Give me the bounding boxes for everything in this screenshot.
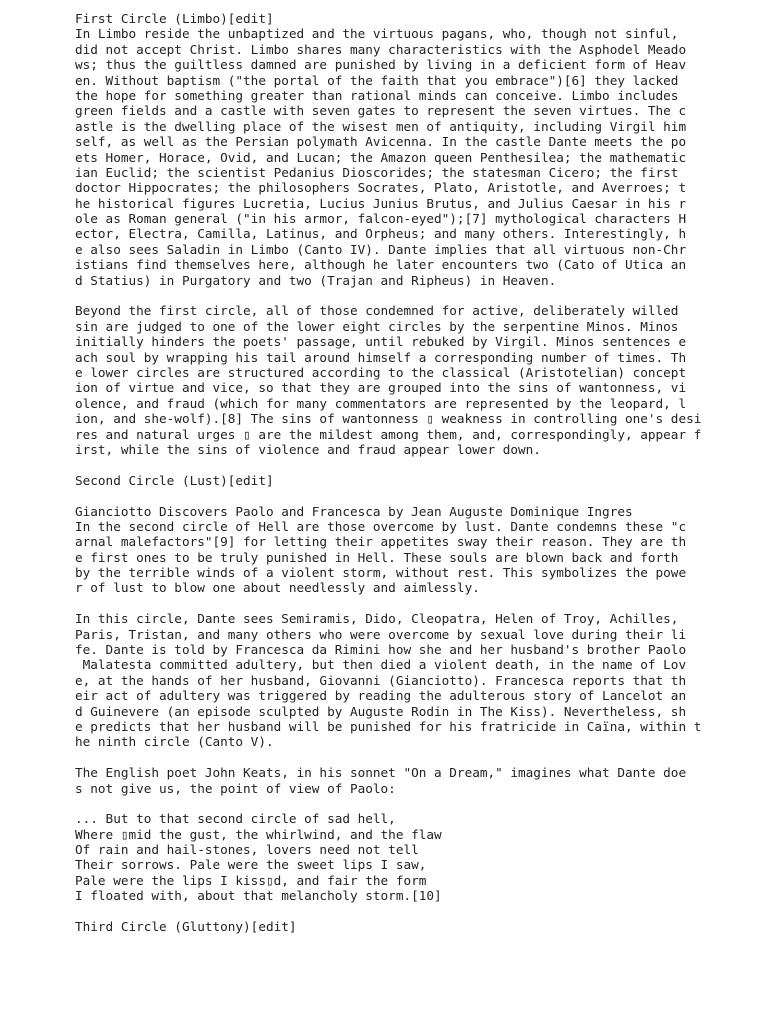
blank-line xyxy=(75,796,695,811)
paragraph-line: ole as Roman general ("in his armor, falcon-eyed");[7] mythological characters H xyxy=(75,211,687,227)
blank-line xyxy=(75,904,695,919)
blank-line xyxy=(75,288,695,303)
paragraph-line: the hope for something greater than rational minds can conceive. Limbo includes xyxy=(75,87,679,103)
poem-quote xyxy=(75,811,695,903)
paragraph-line: The English poet John Keats, in his sonnet "On a Dream," imagines what Dante doe xyxy=(75,765,687,781)
paragraph-line: ets Homer, Horace, Ovid, and Lucan; the Amazon queen Penthesilea; the mathematic xyxy=(75,149,687,165)
poem-quote-line: Pale were the lips I kiss▯d, and fair the form xyxy=(75,872,427,888)
paragraph-line: r of lust to blow one about needlessly and aimlessly. xyxy=(75,580,480,596)
poem-quote-line: Of rain and hail-stones, lovers need not tell xyxy=(75,842,419,858)
paragraph xyxy=(75,504,695,596)
paragraph-line: In this circle, Dante sees Semiramis, Dido, Cleopatra, Helen of Troy, Achilles, xyxy=(75,611,679,627)
paragraph-line: res and natural urges ▯ are the mildest among them, and, correspondingly, appear f xyxy=(75,426,702,442)
paragraph-line: ws; thus the guiltless damned are punished by living in a deficient form of Heav xyxy=(75,57,687,73)
blank-line xyxy=(75,457,695,472)
paragraph-line: Malatesta committed adultery, but then died a violent death, in the name of Lov xyxy=(75,657,687,673)
paragraph-line: ian Euclid; the scientist Pedanius Dioscorides; the statesman Cicero; the first xyxy=(75,164,679,180)
section-heading xyxy=(75,11,695,26)
poem-quote-line: I floated with, about that melancholy storm.[10] xyxy=(75,888,442,904)
paragraph-line: e first ones to be truly punished in Hell. These souls are blown back and forth xyxy=(75,549,679,565)
paragraph-line: s not give us, the point of view of Paolo: xyxy=(75,780,396,796)
paragraph xyxy=(75,303,702,457)
paragraph xyxy=(75,611,702,750)
poem-quote-line: Their sorrows. Pale were the sweet lips I saw, xyxy=(75,857,427,873)
paragraph-line: e, at the hands of her husband, Giovanni (Gianciotto). Francesca reports that th xyxy=(75,672,687,688)
paragraph-line: Gianciotto Discovers Paolo and Francesca by Jean Auguste Dominique Ingres xyxy=(75,503,633,519)
paragraph-line: by the terrible winds of a violent storm, without rest. This symbolizes the powe xyxy=(75,565,687,581)
paragraph-line: he historical figures Lucretia, Lucius Junius Brutus, and Julius Caesar in his r xyxy=(75,195,687,211)
paragraph-line: fe. Dante is told by Francesca da Rimini how she and her husband's brother Paolo xyxy=(75,642,687,658)
blank-line xyxy=(75,596,695,611)
paragraph-line: d Guinevere (an episode sculpted by Auguste Rodin in The Kiss). Nevertheless, sh xyxy=(75,703,687,719)
poem-quote-line: Where ▯mid the gust, the whirlwind, and the flaw xyxy=(75,826,442,842)
paragraph-line: In Limbo reside the unbaptized and the virtuous pagans, who, though not sinful, xyxy=(75,26,679,42)
paragraph-line: Paris, Tristan, and many others who were overcome by sexual love during their li xyxy=(75,626,687,642)
paragraph-line: sin are judged to one of the lower eight circles by the serpentine Minos. Minos xyxy=(75,318,679,334)
section-heading-line: Second Circle (Lust)[edit] xyxy=(75,472,274,488)
paragraph-line: e lower circles are structured according to the classical (Aristotelian) concept xyxy=(75,364,687,380)
paragraph-line: e also sees Saladin in Limbo (Canto IV). Dante implies that all virtuous non-Chr xyxy=(75,241,687,257)
blank-line xyxy=(75,750,695,765)
paragraph-line: he ninth circle (Canto V). xyxy=(75,734,274,750)
paragraph-line: arnal malefactors"[9] for letting their appetites sway their reason. They are th xyxy=(75,534,687,550)
paragraph-line: initially hinders the poets' passage, until rebuked by Virgil. Minos sentences e xyxy=(75,334,687,350)
section-heading-line: Third Circle (Gluttony)[edit] xyxy=(75,919,297,935)
paragraph-line: ach soul by wrapping his tail around himself a corresponding number of times. Th xyxy=(75,349,687,365)
paragraph-line: en. Without baptism ("the portal of the faith that you embrace")[6] they lacked xyxy=(75,72,679,88)
paragraph-line: eir act of adultery was triggered by reading the adulterous story of Lancelot an xyxy=(75,688,687,704)
paragraph xyxy=(75,26,695,288)
poem-quote-line: ... But to that second circle of sad hell, xyxy=(75,811,396,827)
paragraph-line: did not accept Christ. Limbo shares many characteristics with the Asphodel Meado xyxy=(75,41,687,57)
paragraph-line: ector, Electra, Camilla, Latinus, and Orpheus; and many others. Interestingly, h xyxy=(75,226,687,242)
paragraph-line: d Statius) in Purgatory and two (Trajan and Ripheus) in Heaven. xyxy=(75,272,557,288)
paragraph-line: green fields and a castle with seven gates to represent the seven virtues. The c xyxy=(75,103,687,119)
paragraph-line: astle is the dwelling place of the wisest men of antiquity, including Virgil him xyxy=(75,118,687,134)
section-heading xyxy=(75,473,695,488)
paragraph-line: Beyond the first circle, all of those condemned for active, deliberately willed xyxy=(75,303,679,319)
paragraph-line: self, as well as the Persian polymath Avicenna. In the castle Dante meets the po xyxy=(75,134,687,150)
paragraph-line: ion of virtue and vice, so that they are grouped into the sins of wantonness, vi xyxy=(75,380,687,396)
paragraph xyxy=(75,765,695,796)
document-page xyxy=(75,11,702,935)
paragraph-line: istians find themselves here, although he later encounters two (Cato of Utica an xyxy=(75,257,687,273)
section-heading-line: First Circle (Limbo)[edit] xyxy=(75,11,274,26)
paragraph-line: doctor Hippocrates; the philosophers Socrates, Plato, Aristotle, and Averroes; t xyxy=(75,180,687,196)
section-heading xyxy=(75,919,695,934)
paragraph-line: In the second circle of Hell are those overcome by lust. Dante condemns these "c xyxy=(75,518,687,534)
paragraph-line: irst, while the sins of violence and fraud appear lower down. xyxy=(75,441,541,457)
blank-line xyxy=(75,488,695,503)
paragraph-line: olence, and fraud (which for many commentators are represented by the leopard, l xyxy=(75,395,687,411)
paragraph-line: e predicts that her husband will be punished for his fratricide in Caïna, within t xyxy=(75,718,702,734)
paragraph-line: ion, and she-wolf).[8] The sins of wantonness ▯ weakness in controlling one's desi xyxy=(75,411,702,427)
